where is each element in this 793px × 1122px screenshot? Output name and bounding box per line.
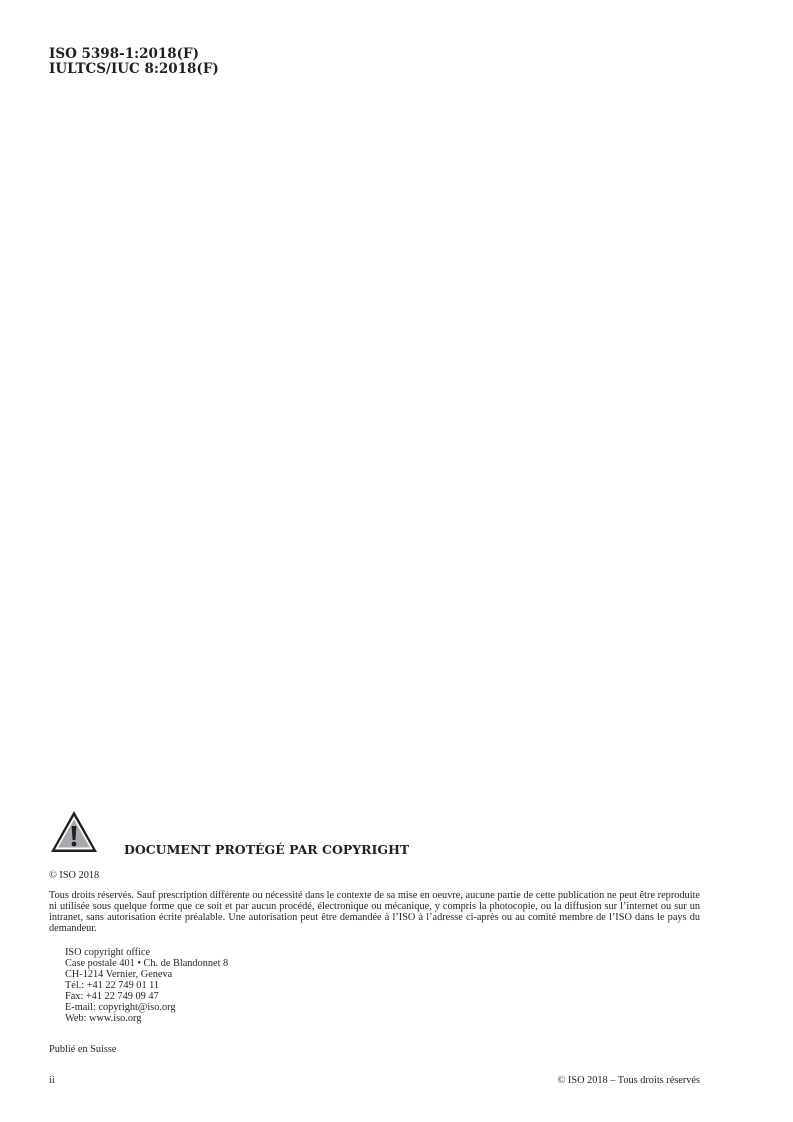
fax-line: Fax: +41 22 749 09 47: [65, 991, 159, 1002]
footer-rights: © ISO 2018 – Tous droits réservés: [557, 1075, 700, 1086]
address-line: CH-1214 Vernier, Geneva: [65, 969, 173, 980]
standard-number: ISO 5398-1:2018(F): [49, 46, 200, 62]
rights-paragraph: Tous droits réservés. Sauf prescription différente ou nécessité dans le contexte de sa mise en oeuvre, aucune partie de cette publication ne peut être reproduite ni utilisée sous quelque forme que ce soit et par aucun procédé, électronique ou mécanique, y compris la photocopie, ou la diffusion sur l’internet ou sur un intranet, sans autorisation écrite préalable. Une autorisation peut être demandée à l’ISO à l’adresse ci-après ou au comité membre de l’ISO dans le pays du demandeur.: [49, 890, 700, 934]
address-line: ISO copyright office: [65, 947, 151, 958]
phone-line: Tél.: +41 22 749 01 11: [65, 980, 160, 991]
document-header: [49, 47, 219, 77]
page-number: ii: [49, 1075, 55, 1086]
standard-number-alt: IULTCS/IUC 8:2018(F): [49, 61, 219, 77]
copyright-notice: © ISO 2018: [49, 870, 100, 881]
copyright-office-address: [65, 947, 228, 1024]
published-in: Publié en Suisse: [49, 1044, 117, 1055]
email-line: E-mail: copyright@iso.org: [65, 1002, 176, 1013]
address-line: Case postale 401 • Ch. de Blandonnet 8: [65, 958, 229, 969]
warning-triangle-icon: [49, 809, 99, 854]
web-line: Web: www.iso.org: [65, 1013, 142, 1024]
copyright-title: DOCUMENT PROTÉGÉ PAR COPYRIGHT: [124, 842, 410, 857]
